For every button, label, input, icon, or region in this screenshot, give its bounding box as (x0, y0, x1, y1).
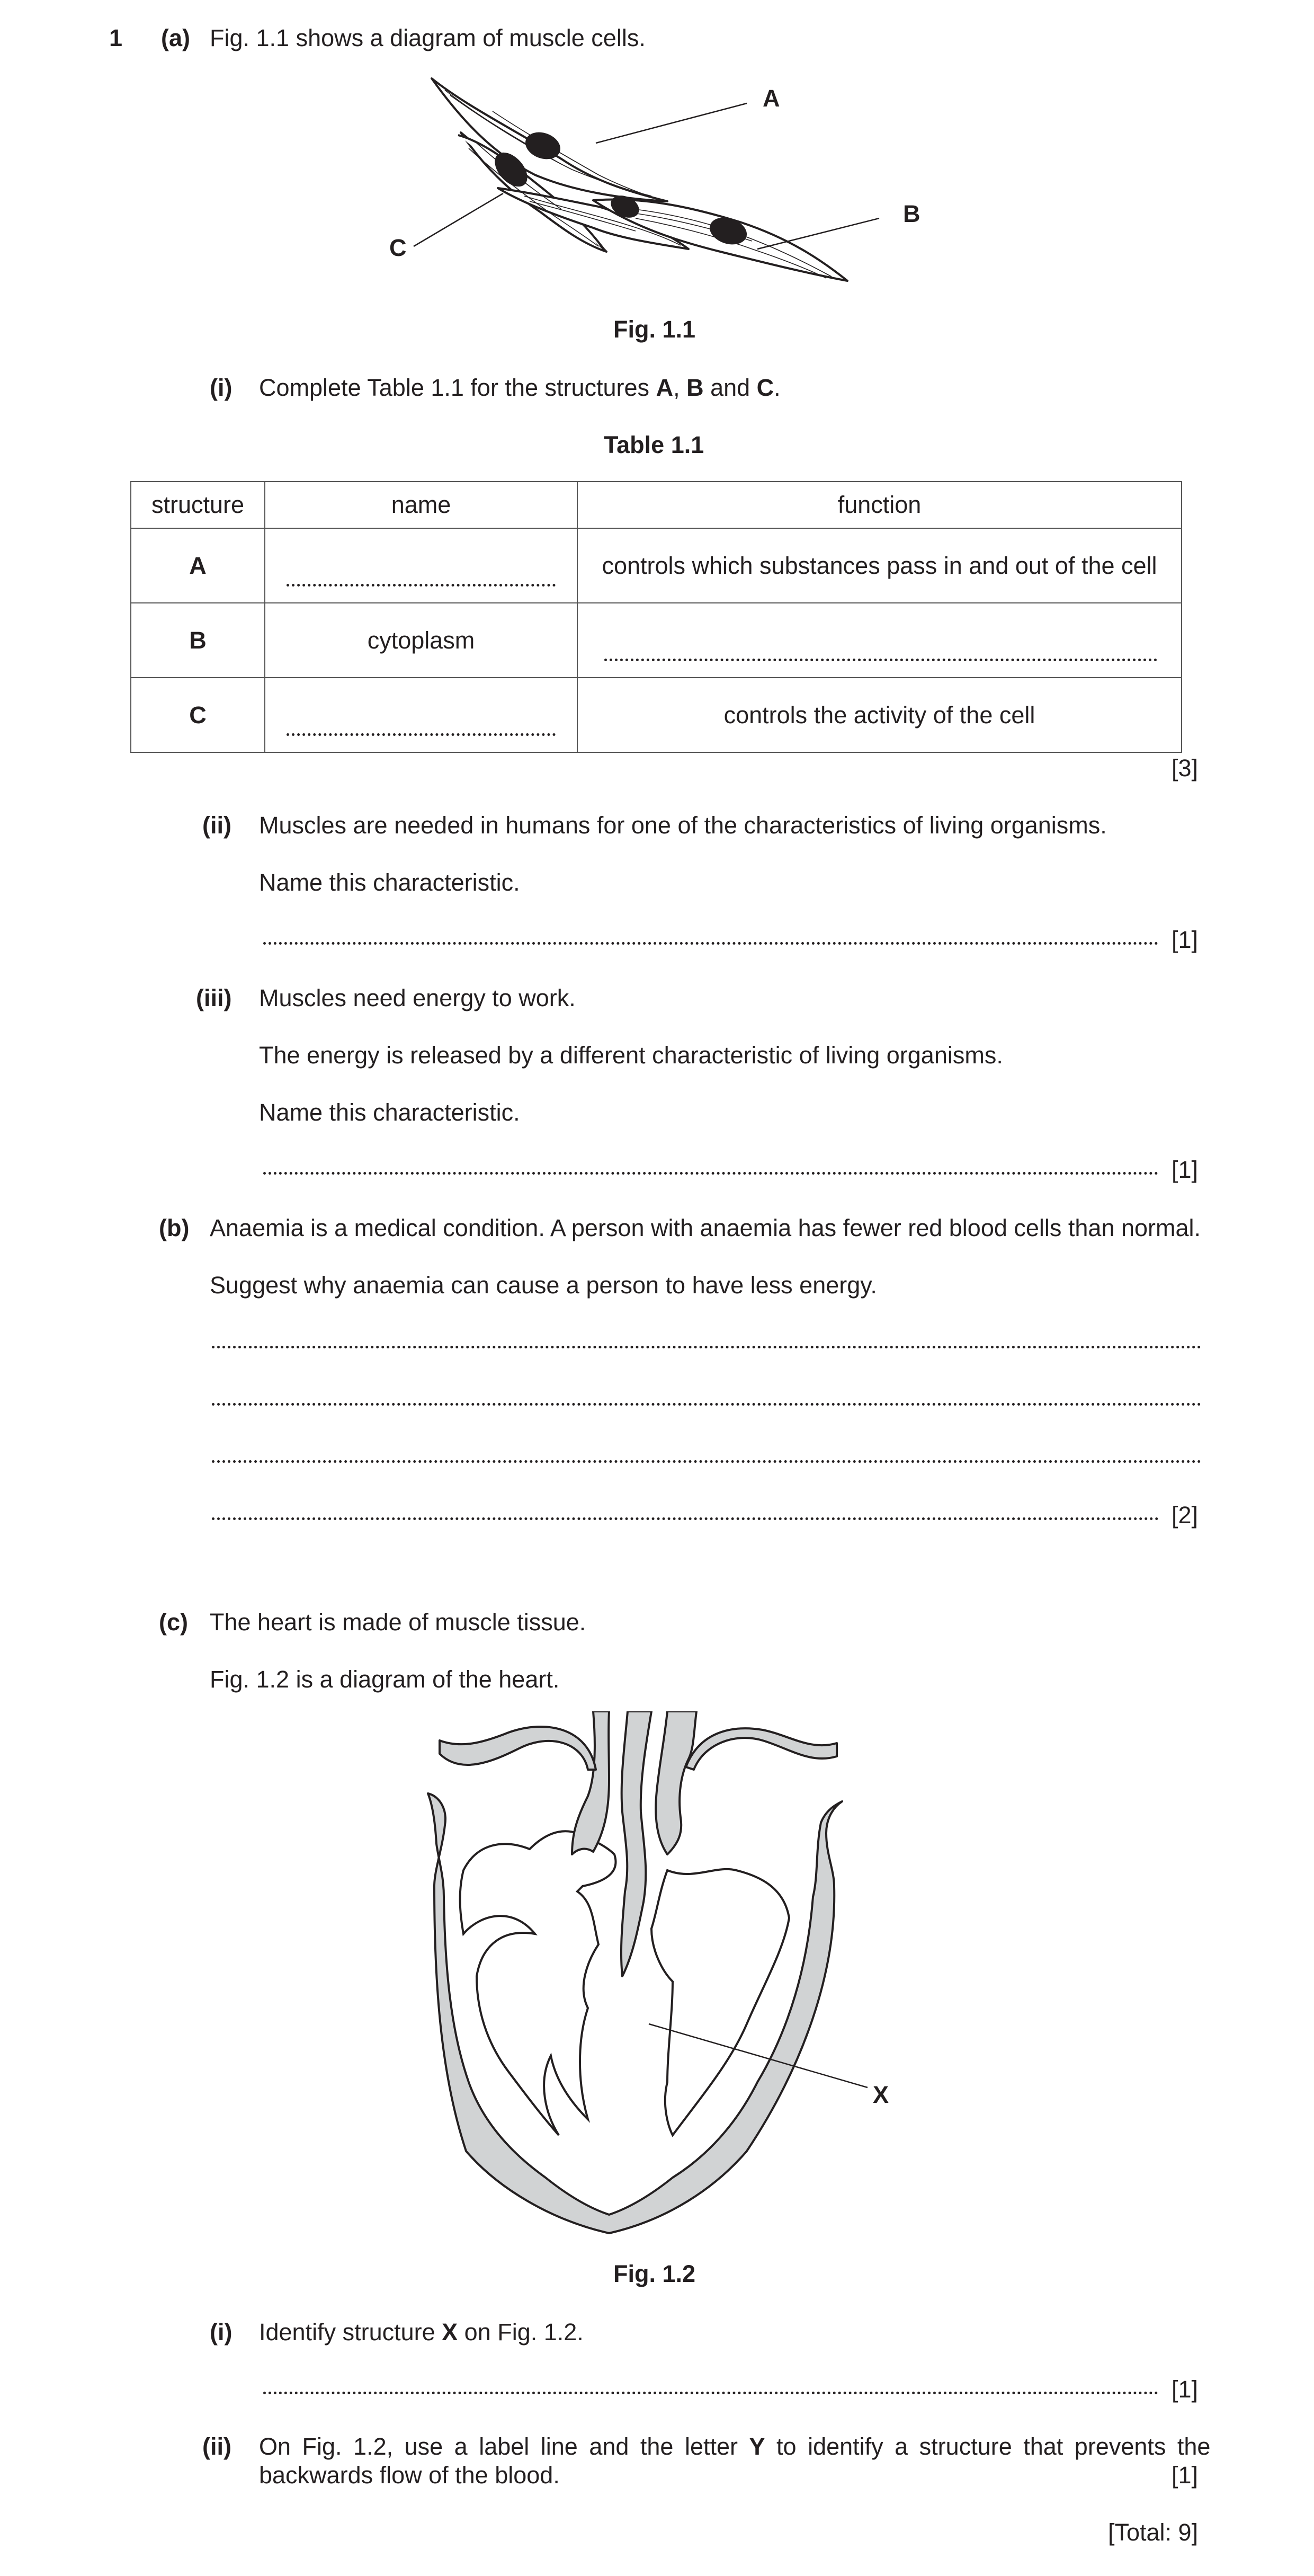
marks-c-ii: [1] (1172, 2462, 1199, 2489)
part-a-intro: Fig. 1.1 shows a diagram of muscle cells. (210, 24, 646, 51)
answer-line-b-1[interactable] (212, 1346, 1201, 1348)
part-c-text: The heart is made of muscle tissue. (210, 1609, 586, 1636)
part-c-i-text: Identify structure X on Fig. 1.2. (259, 2319, 584, 2346)
heart-diagram (418, 1711, 884, 2236)
row-structure: C (131, 678, 265, 752)
answer-line-b-2[interactable] (212, 1403, 1201, 1406)
marks-a-i: [3] (1172, 754, 1199, 781)
total-marks: [Total: 9] (1108, 2519, 1199, 2546)
part-a-label: (a) (161, 24, 190, 51)
part-c-ii-line2: backwards flow of the blood. (259, 2462, 560, 2489)
marks-c-i: [1] (1172, 2376, 1199, 2403)
part-a-iii-text2: The energy is released by a different characteristic of living organisms. (259, 1042, 1003, 1069)
header-structure: structure (131, 482, 265, 528)
row-structure: B (131, 603, 265, 678)
part-c-i-label: (i) (210, 2319, 233, 2346)
answer-cell-name-A[interactable] (265, 528, 577, 603)
table-header-row (131, 482, 1182, 528)
part-a-iii-label: (iii) (196, 984, 232, 1011)
fig2-label-X: X (873, 2081, 889, 2108)
part-a-ii-label: (ii) (202, 812, 231, 839)
answer-line-a-ii[interactable] (263, 942, 1158, 945)
answer-cell-name-C[interactable] (265, 678, 577, 752)
fig1-label-B: B (903, 200, 920, 227)
table-row (131, 528, 1182, 603)
marks-a-ii: [1] (1172, 926, 1199, 953)
table-1-1 (130, 481, 1182, 753)
part-a-ii-prompt: Name this characteristic. (259, 869, 520, 896)
table-row (131, 603, 1182, 678)
row-function: controls the activity of the cell (577, 678, 1182, 752)
row-function: controls which substances pass in and out of the cell (577, 528, 1182, 603)
part-a-iii-text1: Muscles need energy to work. (259, 984, 576, 1011)
part-a-iii-prompt: Name this characteristic. (259, 1099, 520, 1126)
muscle-cells-diagram (371, 69, 953, 291)
part-b-prompt: Suggest why anaemia can cause a person to have less energy. (210, 1272, 877, 1299)
header-function: function (577, 482, 1182, 528)
fig2-caption: Fig. 1.2 (613, 2260, 696, 2287)
part-c-ii-label: (ii) (202, 2433, 231, 2460)
part-a-i-label: (i) (210, 374, 233, 401)
fig1-caption: Fig. 1.1 (613, 316, 696, 343)
fig1-label-C: C (389, 234, 407, 261)
question-number: 1 (109, 24, 123, 51)
answer-line-a-iii[interactable] (263, 1172, 1158, 1175)
part-c-intro: Fig. 1.2 is a diagram of the heart. (210, 1666, 560, 1693)
table-row (131, 678, 1182, 752)
answer-cell-function-B[interactable] (577, 603, 1182, 678)
answer-line-b-4[interactable] (212, 1517, 1159, 1520)
part-a-ii-text: Muscles are needed in humans for one of the characteristics of living organisms. (259, 812, 1107, 839)
part-a-i-text: Complete Table 1.1 for the structures A, B and C. (259, 374, 781, 401)
answer-line-c-i[interactable] (263, 2392, 1158, 2394)
table-caption: Table 1.1 (604, 431, 704, 458)
header-name: name (265, 482, 577, 528)
answer-line-b-3[interactable] (212, 1460, 1201, 1463)
fig1-label-A: A (763, 85, 780, 112)
row-name: cytoplasm (265, 603, 577, 678)
row-structure: A (131, 528, 265, 603)
marks-b: [2] (1172, 1502, 1199, 1529)
marks-a-iii: [1] (1172, 1156, 1199, 1183)
part-c-label: (c) (159, 1609, 188, 1636)
part-c-ii-line1: On Fig. 1.2, use a label line and the letter Y to identify a structure that prevents the (259, 2433, 1211, 2460)
part-b-text: Anaemia is a medical condition. A person with anaemia has fewer red blood cells than normal. (210, 1214, 1201, 1241)
part-b-label: (b) (159, 1214, 190, 1241)
